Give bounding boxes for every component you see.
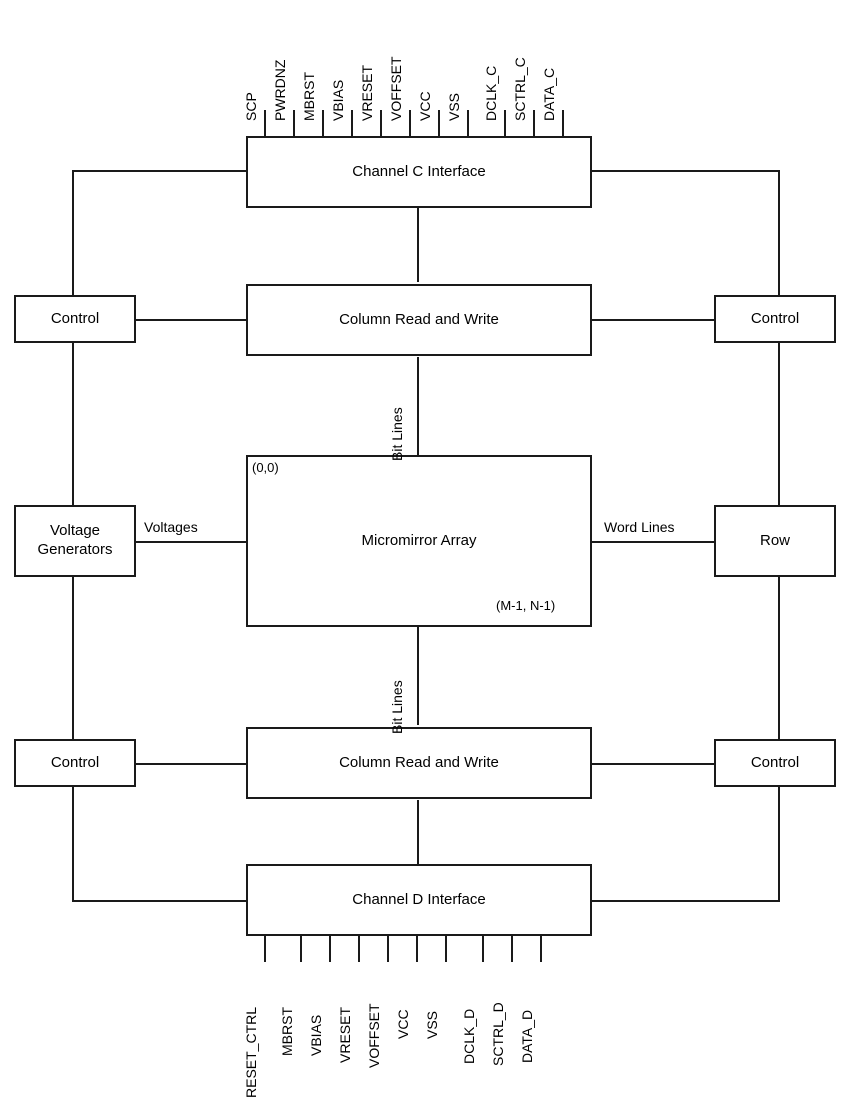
bottom-pin-label-vcc: VCC	[395, 1009, 411, 1039]
pin-stub-top-2	[293, 110, 295, 136]
column-read-write-bottom-block	[246, 727, 592, 799]
control-bottom-left-block	[14, 739, 136, 787]
control-bottom-right-label: Control	[750, 753, 800, 771]
column-read-write-top-block	[246, 284, 592, 356]
pin-stub-top-4	[351, 110, 353, 136]
bottom-pin-label-voffset: VOFFSET	[366, 1003, 382, 1068]
voltage-generators-label-line2: Generators	[37, 541, 113, 558]
voltage-generators-to-array	[136, 541, 248, 543]
top-pin-label-mbrst: MBRST	[301, 72, 317, 121]
pin-stub-bottom-5	[387, 936, 389, 962]
micromirror-array-label: Micromirror Array	[361, 531, 477, 549]
channel-c-interface-block	[246, 136, 592, 208]
top-pin-label-data-c: DATA_C	[541, 67, 557, 121]
channel-c-to-column-rw	[417, 207, 419, 282]
pin-stub-top-7	[438, 110, 440, 136]
channel-c-interface-label: Channel C Interface	[352, 162, 486, 180]
channel-d-interface-label: Channel D Interface	[352, 890, 486, 908]
top-pin-label-sctrl-c: SCTRL_C	[512, 57, 528, 121]
row-label: Row	[759, 531, 790, 549]
pin-stub-bottom-9	[511, 936, 513, 962]
top-pin-label-dclk-c: DCLK_C	[483, 65, 499, 121]
array-origin-label: (0,0)	[252, 460, 279, 475]
column-rw-to-control-bottom-right	[590, 763, 714, 765]
pin-stub-top-8	[467, 110, 469, 136]
column-rw-to-array-top	[417, 357, 419, 455]
top-pin-label-vreset: VRESET	[359, 64, 375, 121]
word-lines-label: Word Lines	[604, 519, 675, 535]
control-top-right-label: Control	[750, 309, 800, 327]
channel-d-interface-block	[246, 864, 592, 936]
top-pin-label-vcc: VCC	[417, 91, 433, 121]
bottom-pin-label-reset-ctrl: RESET_CTRL	[243, 1006, 259, 1098]
pin-stub-top-11	[562, 110, 564, 136]
pin-stub-bottom-10	[540, 936, 542, 962]
control-top-left-to-column-rw	[136, 319, 248, 321]
top-pin-label-vbias: VBIAS	[330, 79, 346, 121]
pin-stub-top-10	[533, 110, 535, 136]
bit-lines-top-label: Bit Lines	[389, 407, 405, 461]
right-bus-to-channel-d	[590, 900, 780, 902]
top-pin-label-voffset: VOFFSET	[388, 56, 404, 121]
bottom-pin-label-mbrst: MBRST	[279, 1007, 295, 1056]
control-bottom-left-label: Control	[50, 753, 100, 771]
control-top-left-label: Control	[50, 309, 100, 327]
pin-stub-bottom-7	[445, 936, 447, 962]
right-bus-to-channel-c	[590, 170, 780, 172]
control-bottom-right-block	[714, 739, 836, 787]
pin-stub-top-5	[380, 110, 382, 136]
pin-stub-bottom-4	[358, 936, 360, 962]
array-extent-label: (M-1, N-1)	[496, 598, 556, 613]
pin-stub-bottom-3	[329, 936, 331, 962]
left-bus-to-channel-c	[72, 170, 247, 172]
pin-stub-top-6	[409, 110, 411, 136]
control-top-right-block	[714, 295, 836, 343]
bottom-pin-label-vbias: VBIAS	[308, 1014, 324, 1056]
array-to-column-rw-bottom	[417, 627, 419, 725]
top-pin-label-scp: SCP	[243, 92, 259, 121]
pin-stub-bottom-8	[482, 936, 484, 962]
top-pin-label-pwrdnz: PWRDNZ	[272, 59, 288, 121]
bottom-pin-label-vss: VSS	[424, 1010, 440, 1039]
bottom-pin-label-data-d: DATA_D	[519, 1009, 535, 1063]
pin-stub-top-1	[264, 110, 266, 136]
voltage-generators-block	[14, 505, 136, 577]
bottom-pin-label-dclk-d: DCLK_D	[461, 1008, 477, 1064]
column-rw-to-control-top-right	[590, 319, 714, 321]
column-read-write-top-label: Column Read and Write	[339, 310, 499, 328]
column-read-write-bottom-label: Column Read and Write	[339, 753, 499, 771]
bottom-pin-label-vreset: VRESET	[337, 1006, 353, 1063]
row-block	[714, 505, 836, 577]
pin-stub-top-9	[504, 110, 506, 136]
voltage-generators-label-line1: Voltage	[49, 522, 101, 540]
pin-stub-top-3	[322, 110, 324, 136]
control-bottom-left-to-column-rw	[136, 763, 248, 765]
pin-stub-bottom-2	[300, 936, 302, 962]
top-pin-label-vss: VSS	[446, 92, 462, 121]
bit-lines-bottom-label: Bit Lines	[389, 680, 405, 734]
left-bus-to-channel-d	[72, 900, 247, 902]
bottom-pin-label-sctrl-d: SCTRL_D	[490, 1002, 506, 1066]
voltages-label: Voltages	[144, 519, 198, 535]
pin-stub-bottom-1	[264, 936, 266, 962]
control-top-left-block	[14, 295, 136, 343]
array-to-row	[590, 541, 714, 543]
pin-stub-bottom-6	[416, 936, 418, 962]
